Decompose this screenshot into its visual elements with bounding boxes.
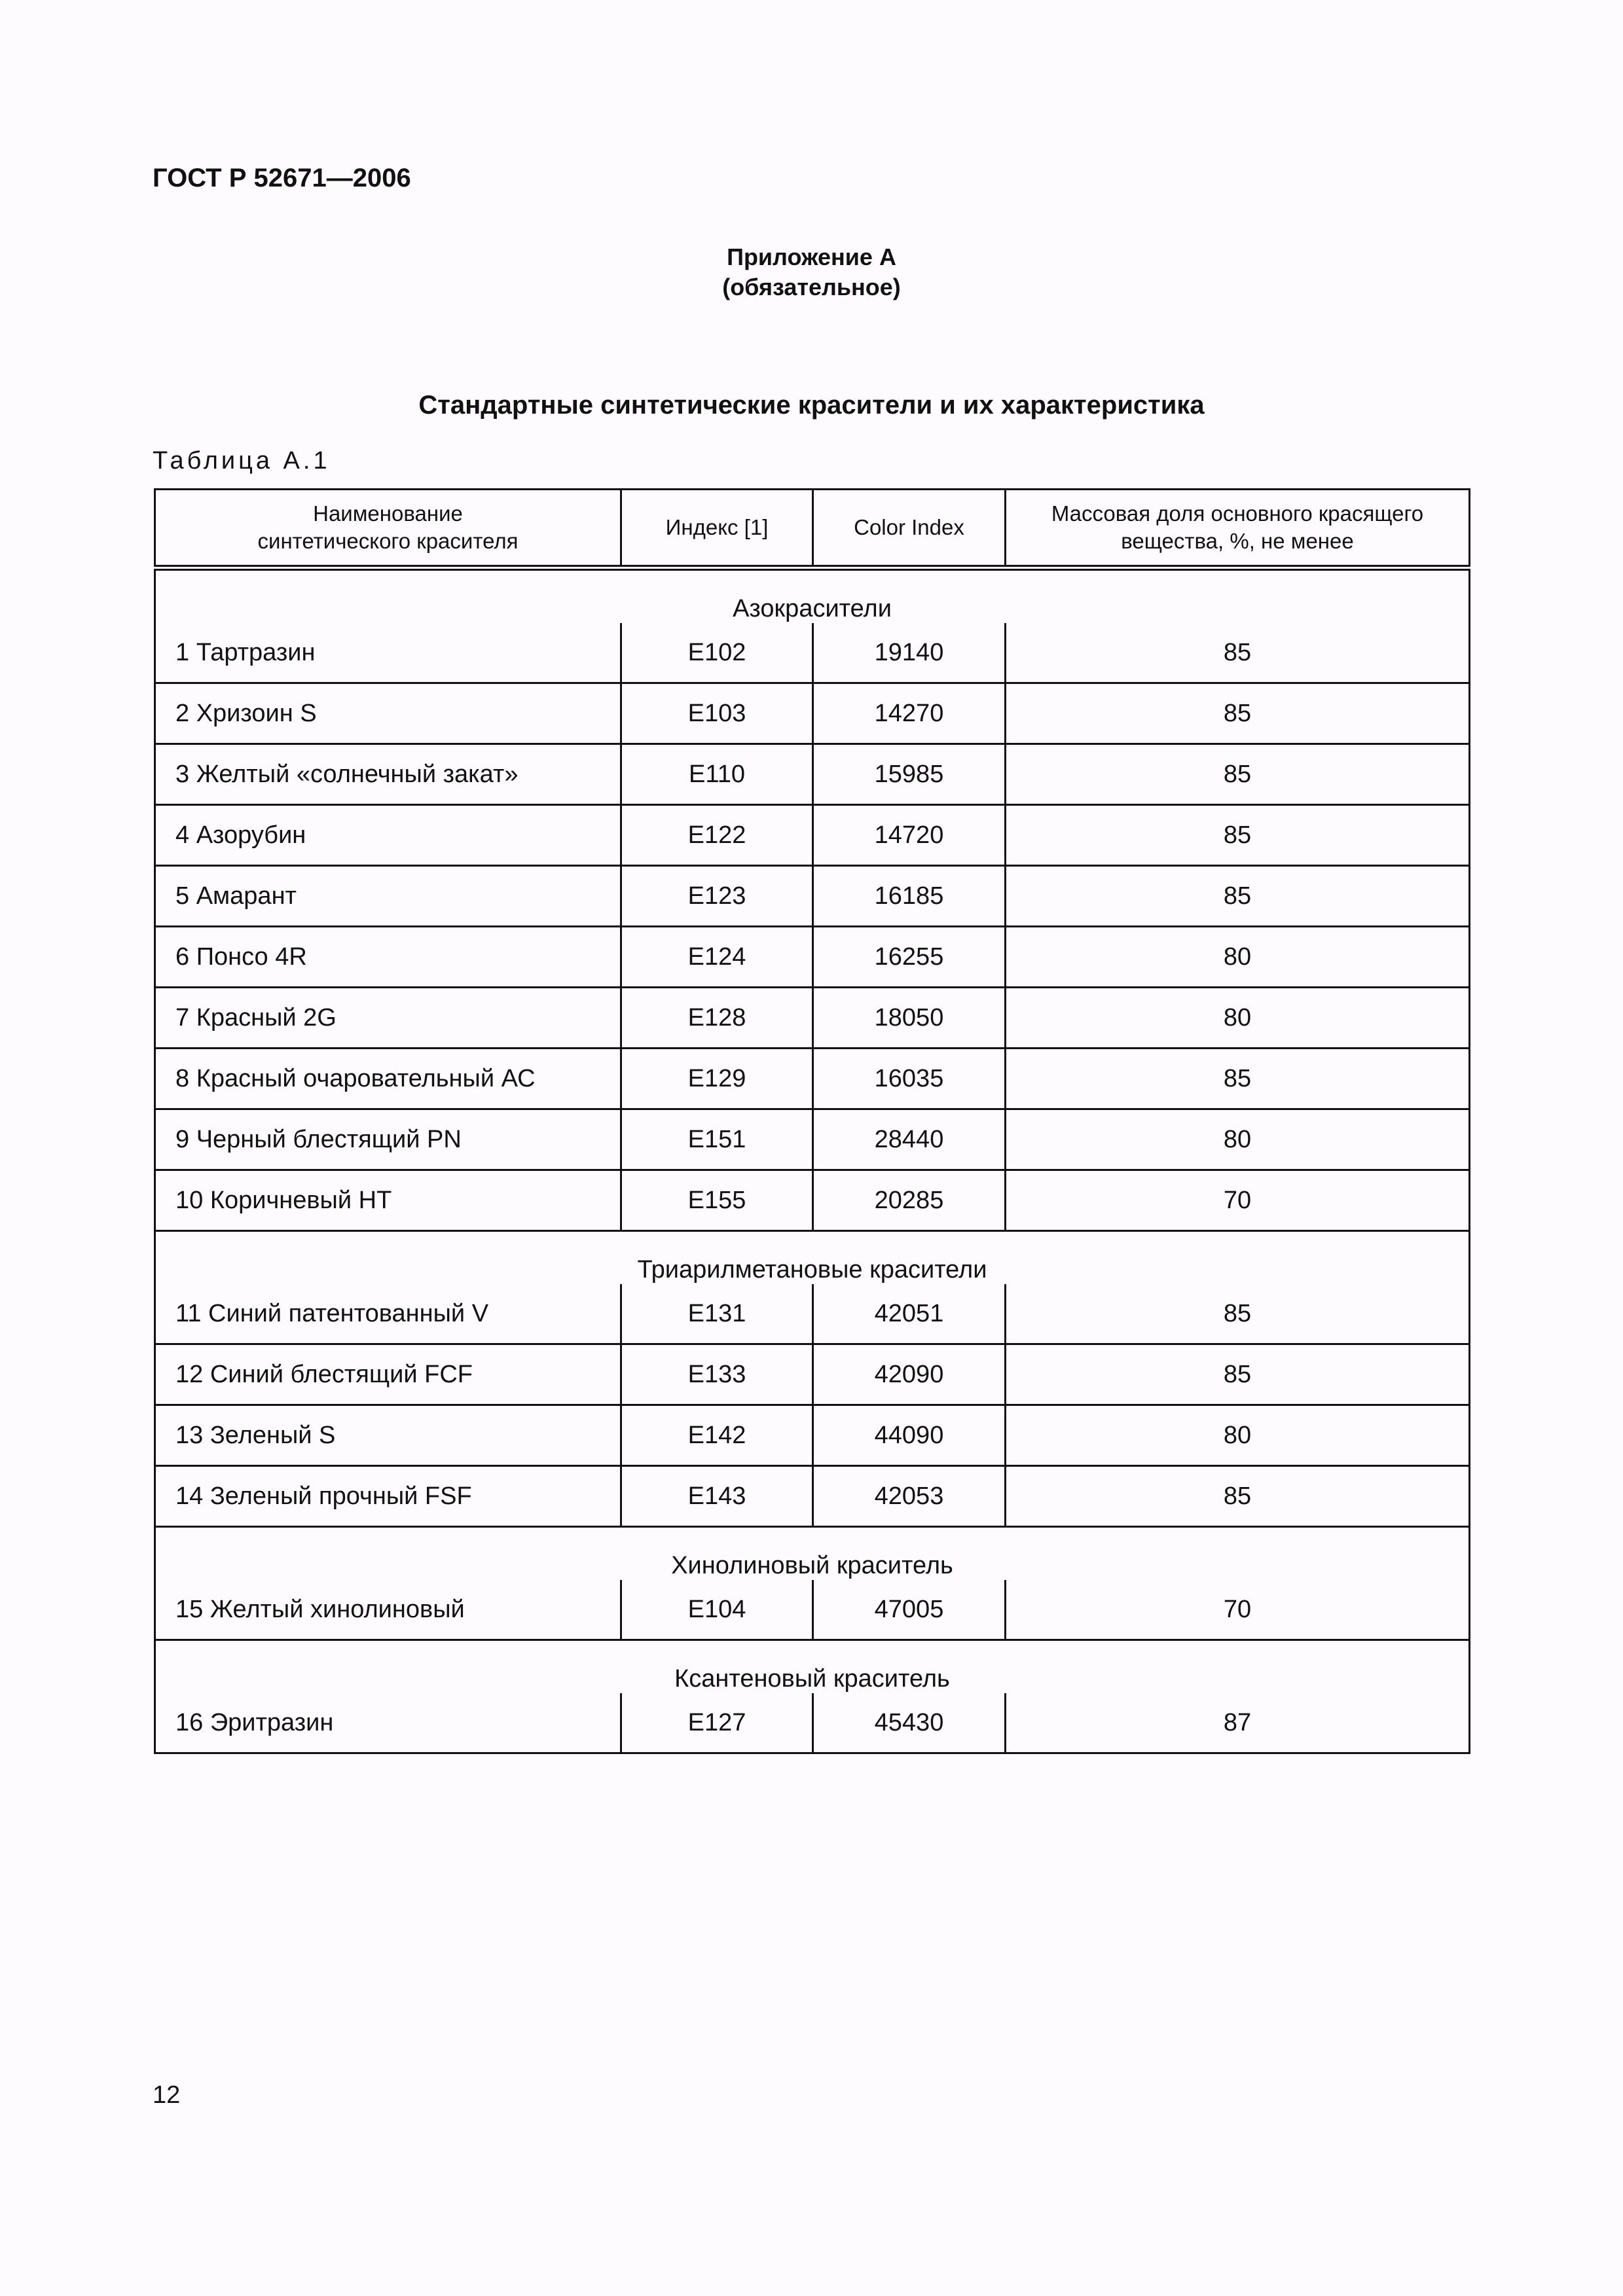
header-color-index: Color Index bbox=[813, 490, 1006, 568]
cell-dye-name: 10 Коричневый НТ bbox=[155, 1170, 621, 1231]
header-name bbox=[155, 490, 621, 568]
cell-mass-fraction: 85 bbox=[1006, 1049, 1470, 1109]
table-row bbox=[155, 1109, 1470, 1170]
page-number: 12 bbox=[153, 2081, 181, 2109]
cell-dye-name: 16 Эритразин bbox=[155, 1693, 621, 1753]
cell-mass-fraction: 80 bbox=[1006, 927, 1470, 988]
cell-color-index: 20285 bbox=[813, 1170, 1006, 1231]
table-row bbox=[155, 1284, 1470, 1344]
cell-dye-name: 4 Азорубин bbox=[155, 805, 621, 866]
table-row bbox=[155, 623, 1470, 683]
cell-dye-name: 14 Зеленый прочный FSF bbox=[155, 1466, 621, 1527]
cell-mass-fraction: 85 bbox=[1006, 1284, 1470, 1344]
cell-color-index: 16255 bbox=[813, 927, 1006, 988]
cell-dye-name: 3 Желтый «солнечный закат» bbox=[155, 744, 621, 805]
cell-mass-fraction: 85 bbox=[1006, 1344, 1470, 1405]
header-mass-line2: вещества, %, не менее bbox=[1121, 529, 1354, 553]
cell-index: Е110 bbox=[621, 744, 813, 805]
cell-index: Е155 bbox=[621, 1170, 813, 1231]
cell-index: Е131 bbox=[621, 1284, 813, 1344]
cell-color-index: 18050 bbox=[813, 988, 1006, 1049]
cell-index: Е103 bbox=[621, 683, 813, 744]
table-row bbox=[155, 927, 1470, 988]
appendix-status: (обязательное) bbox=[722, 274, 901, 300]
cell-dye-name: 2 Хризоин S bbox=[155, 683, 621, 744]
header-name-line2: синтетического красителя bbox=[257, 529, 519, 553]
group-title: Хинолиновый краситель bbox=[155, 1527, 1470, 1581]
section-title: Стандартные синтетические красители и их характеристика bbox=[418, 391, 1205, 420]
cell-dye-name: 13 Зеленый S bbox=[155, 1405, 621, 1466]
table-row bbox=[155, 988, 1470, 1049]
group-title: Триарилметановые красители bbox=[155, 1231, 1470, 1285]
cell-color-index: 42090 bbox=[813, 1344, 1006, 1405]
group-header-row bbox=[155, 1640, 1470, 1694]
cell-index: Е151 bbox=[621, 1109, 813, 1170]
cell-dye-name: 11 Синий патентованный V bbox=[155, 1284, 621, 1344]
cell-color-index: 28440 bbox=[813, 1109, 1006, 1170]
cell-color-index: 47005 bbox=[813, 1580, 1006, 1640]
cell-index: Е102 bbox=[621, 623, 813, 683]
cell-dye-name: 6 Понсо 4R bbox=[155, 927, 621, 988]
cell-color-index: 16185 bbox=[813, 866, 1006, 927]
cell-index: Е142 bbox=[621, 1405, 813, 1466]
cell-dye-name: 1 Тартразин bbox=[155, 623, 621, 683]
cell-color-index: 15985 bbox=[813, 744, 1006, 805]
cell-color-index: 14720 bbox=[813, 805, 1006, 866]
dyes-table-container bbox=[154, 488, 1468, 1754]
cell-dye-name: 8 Красный очаровательный АС bbox=[155, 1049, 621, 1109]
cell-color-index: 45430 bbox=[813, 1693, 1006, 1753]
cell-dye-name: 9 Черный блестящий PN bbox=[155, 1109, 621, 1170]
cell-color-index: 19140 bbox=[813, 623, 1006, 683]
table-row bbox=[155, 805, 1470, 866]
table-caption: Таблица А.1 bbox=[153, 447, 331, 475]
header-name-line1: Наименование bbox=[313, 501, 463, 526]
cell-mass-fraction: 70 bbox=[1006, 1580, 1470, 1640]
group-header-row bbox=[155, 1527, 1470, 1581]
group-title: Ксантеновый краситель bbox=[155, 1640, 1470, 1694]
cell-dye-name: 5 Амарант bbox=[155, 866, 621, 927]
cell-mass-fraction: 85 bbox=[1006, 1466, 1470, 1527]
group-header-row bbox=[155, 1231, 1470, 1285]
cell-index: Е127 bbox=[621, 1693, 813, 1753]
table-row bbox=[155, 744, 1470, 805]
header-mass-fraction bbox=[1006, 490, 1470, 568]
cell-index: Е122 bbox=[621, 805, 813, 866]
table-row bbox=[155, 1466, 1470, 1527]
cell-mass-fraction: 87 bbox=[1006, 1693, 1470, 1753]
cell-color-index: 42053 bbox=[813, 1466, 1006, 1527]
cell-index: Е133 bbox=[621, 1344, 813, 1405]
cell-index: Е123 bbox=[621, 866, 813, 927]
table-row bbox=[155, 1405, 1470, 1466]
cell-index: Е128 bbox=[621, 988, 813, 1049]
cell-color-index: 14270 bbox=[813, 683, 1006, 744]
cell-dye-name: 7 Красный 2G bbox=[155, 988, 621, 1049]
appendix-title: Приложение А bbox=[727, 243, 896, 270]
cell-mass-fraction: 85 bbox=[1006, 866, 1470, 927]
header-mass-line1: Массовая доля основного красящего bbox=[1051, 501, 1424, 526]
cell-index: Е104 bbox=[621, 1580, 813, 1640]
document-code: ГОСТ Р 52671—2006 bbox=[153, 164, 411, 192]
table-row bbox=[155, 1170, 1470, 1231]
cell-mass-fraction: 85 bbox=[1006, 623, 1470, 683]
table-row bbox=[155, 1344, 1470, 1405]
table-body bbox=[155, 568, 1470, 1753]
group-title: Азокрасители bbox=[155, 568, 1470, 624]
table-row bbox=[155, 683, 1470, 744]
table-header-row bbox=[155, 490, 1470, 568]
cell-mass-fraction: 85 bbox=[1006, 805, 1470, 866]
cell-mass-fraction: 80 bbox=[1006, 1109, 1470, 1170]
cell-mass-fraction: 80 bbox=[1006, 988, 1470, 1049]
table-row bbox=[155, 1049, 1470, 1109]
cell-color-index: 16035 bbox=[813, 1049, 1006, 1109]
cell-index: Е129 bbox=[621, 1049, 813, 1109]
cell-mass-fraction: 85 bbox=[1006, 744, 1470, 805]
cell-mass-fraction: 70 bbox=[1006, 1170, 1470, 1231]
group-header-row bbox=[155, 568, 1470, 624]
cell-index: Е124 bbox=[621, 927, 813, 988]
cell-index: Е143 bbox=[621, 1466, 813, 1527]
cell-mass-fraction: 80 bbox=[1006, 1405, 1470, 1466]
cell-dye-name: 15 Желтый хинолиновый bbox=[155, 1580, 621, 1640]
header-index: Индекс [1] bbox=[621, 490, 813, 568]
table-row bbox=[155, 1580, 1470, 1640]
table-row bbox=[155, 1693, 1470, 1753]
table-row bbox=[155, 866, 1470, 927]
cell-dye-name: 12 Синий блестящий FCF bbox=[155, 1344, 621, 1405]
cell-mass-fraction: 85 bbox=[1006, 683, 1470, 744]
cell-color-index: 42051 bbox=[813, 1284, 1006, 1344]
cell-color-index: 44090 bbox=[813, 1405, 1006, 1466]
dyes-table bbox=[154, 488, 1470, 1754]
